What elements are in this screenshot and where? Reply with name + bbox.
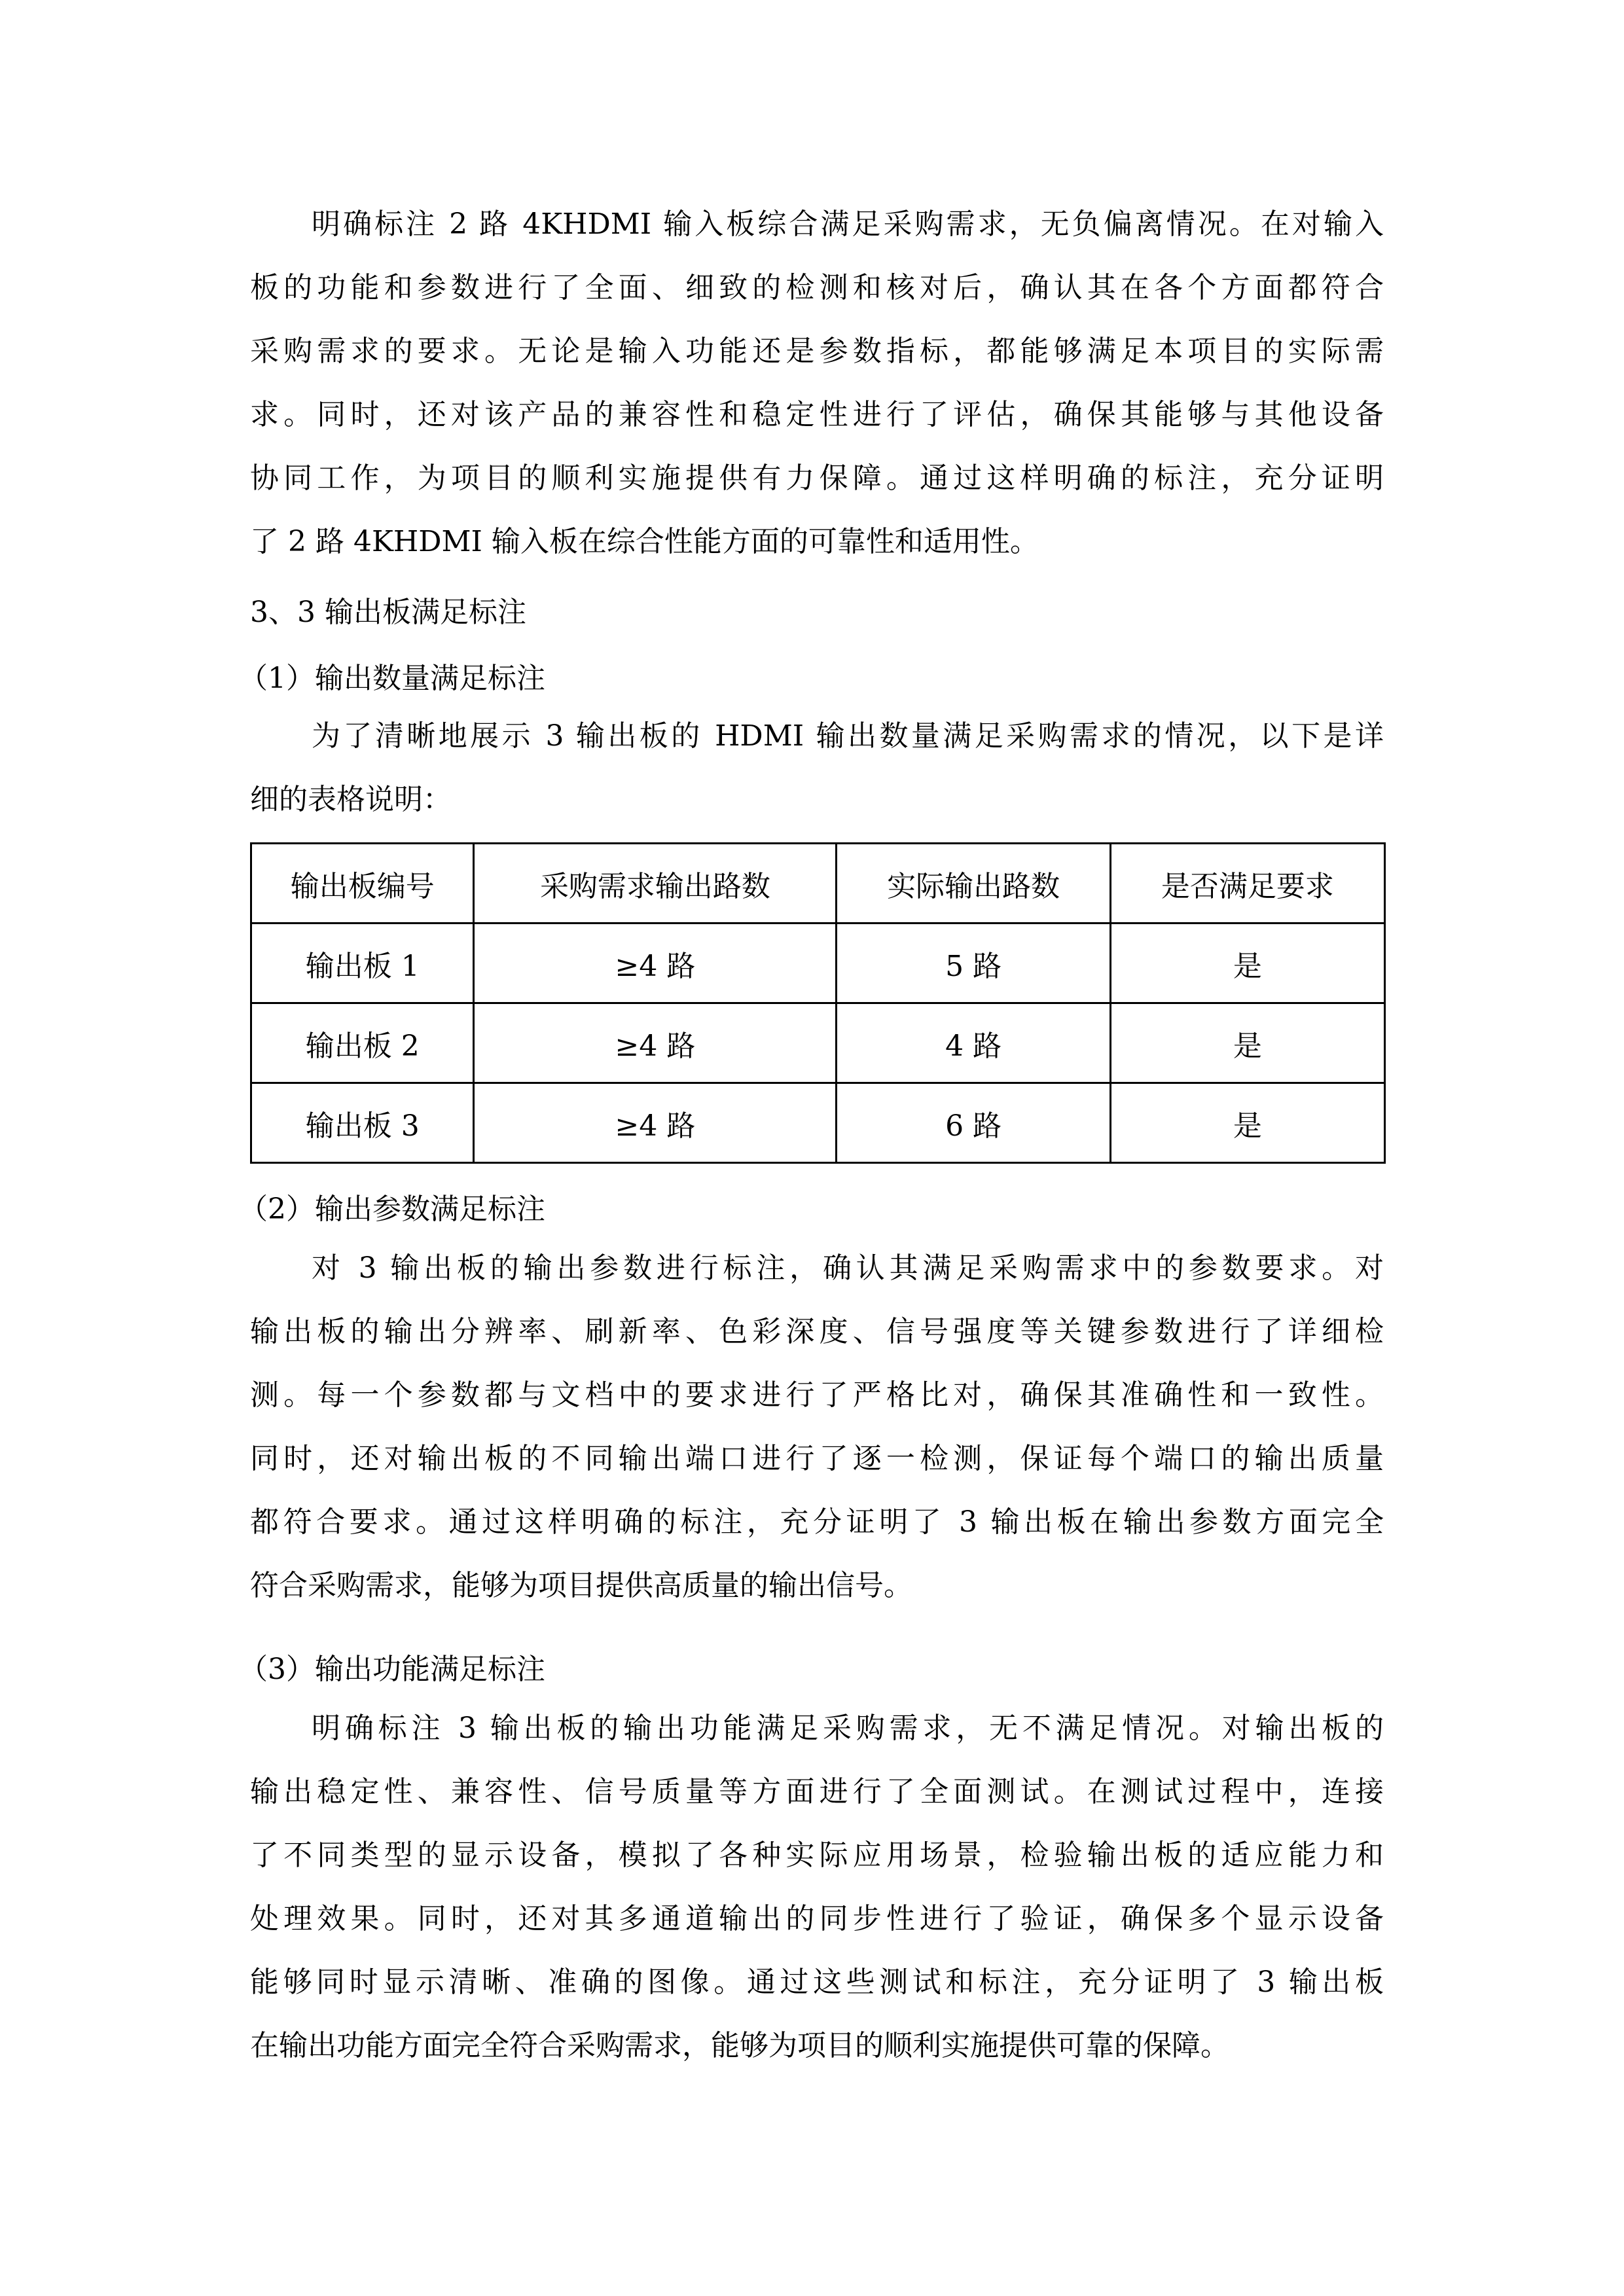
text-line: 板的功能和参数进行了全面、细致的检测和核对后，确认其在各个方面都符合 [250, 271, 1384, 304]
table-header-row [251, 844, 1385, 924]
paragraph-table-intro [250, 704, 1384, 831]
paragraph-output-params [250, 1236, 1384, 1617]
text-line: 测。每一个参数都与文档中的要求进行了严格比对，确保其准确性和一致性。 [250, 1378, 1384, 1412]
text-line: 了 2 路 4KHDMI 输入板在综合性能方面的可靠性和适用性。 [250, 525, 1039, 558]
table-cell: ≥4 路 [474, 1003, 837, 1083]
text-line: 在输出功能方面完全符合采购需求，能够为项目的顺利实施提供可靠的保障。 [250, 2029, 1229, 2062]
header-cell: 采购需求输出路数 [474, 844, 837, 924]
table-cell: ≥4 路 [474, 924, 837, 1003]
text-line: 都符合要求。通过这样明确的标注，充分证明了 3 输出板在输出参数方面完全 [250, 1505, 1384, 1539]
paragraph-input-board-summary [250, 192, 1384, 573]
text-line: 协同工作，为项目的顺利实施提供有力保障。通过这样明确的标注，充分证明 [250, 461, 1384, 495]
text-line: 能够同时显示清晰、准确的图像。通过这些测试和标注，充分证明了 3 输出板 [250, 1965, 1384, 1999]
table-cell: 6 路 [837, 1083, 1110, 1163]
header-cell: 是否满足要求 [1110, 844, 1384, 924]
header-cell: 实际输出路数 [837, 844, 1110, 924]
table-cell: 4 路 [837, 1003, 1110, 1083]
table-cell: 输出板 1 [251, 924, 474, 1003]
text-line: 明确标注 2 路 4KHDMI 输入板综合满足采购需求，无负偏离情况。在对输入 [312, 207, 1384, 241]
table-row [251, 1083, 1385, 1163]
text-line: 采购需求的要求。无论是输入功能还是参数指标，都能够满足本项目的实际需 [250, 334, 1384, 368]
table-cell: 是 [1110, 1003, 1384, 1083]
paragraph-output-function [250, 1696, 1384, 2077]
table-cell: 输出板 2 [251, 1003, 474, 1083]
text-line: 细的表格说明： [250, 783, 452, 816]
table-cell: ≥4 路 [474, 1083, 837, 1163]
table-cell: 是 [1110, 1083, 1384, 1163]
table-row [251, 1003, 1385, 1083]
text-line: 为了清晰地展示 3 输出板的 HDMI 输出数量满足采购需求的情况，以下是详 [312, 719, 1384, 753]
subheading-output-function: （3）输出功能满足标注 [239, 1653, 545, 1686]
text-line: 符合采购需求，能够为项目提供高质量的输出信号。 [250, 1569, 912, 1602]
text-line: 求。同时，还对该产品的兼容性和稳定性进行了评估，确保其能够与其他设备 [250, 398, 1384, 431]
header-cell: 输出板编号 [251, 844, 474, 924]
text-line: 了不同类型的显示设备，模拟了各种实际应用场景，检验输出板的适应能力和 [250, 1839, 1384, 1872]
table-cell: 5 路 [837, 924, 1110, 1003]
text-line: 明确标注 3 输出板的输出功能满足采购需求，无不满足情况。对输出板的 [312, 1712, 1384, 1745]
subheading-output-count: （1）输出数量满足标注 [239, 662, 545, 695]
table-cell: 输出板 3 [251, 1083, 474, 1163]
text-line: 对 3 输出板的输出参数进行标注，确认其满足采购需求中的参数要求。对 [312, 1251, 1384, 1285]
text-line: 处理效果。同时，还对其多通道输出的同步性进行了验证，确保多个显示设备 [250, 1902, 1384, 1935]
table-row [251, 924, 1385, 1003]
text-line: 同时，还对输出板的不同输出端口进行了逐一检测，保证每个端口的输出质量 [250, 1442, 1384, 1475]
section-heading: 3、3 输出板满足标注 [250, 596, 526, 629]
text-line: 输出板的输出分辨率、刷新率、色彩深度、信号强度等关键参数进行了详细检 [250, 1315, 1384, 1348]
output-board-table [250, 842, 1386, 1164]
table-cell: 是 [1110, 924, 1384, 1003]
subheading-output-params: （2）输出参数满足标注 [239, 1193, 545, 1226]
text-line: 输出稳定性、兼容性、信号质量等方面进行了全面测试。在测试过程中，连接 [250, 1775, 1384, 1808]
